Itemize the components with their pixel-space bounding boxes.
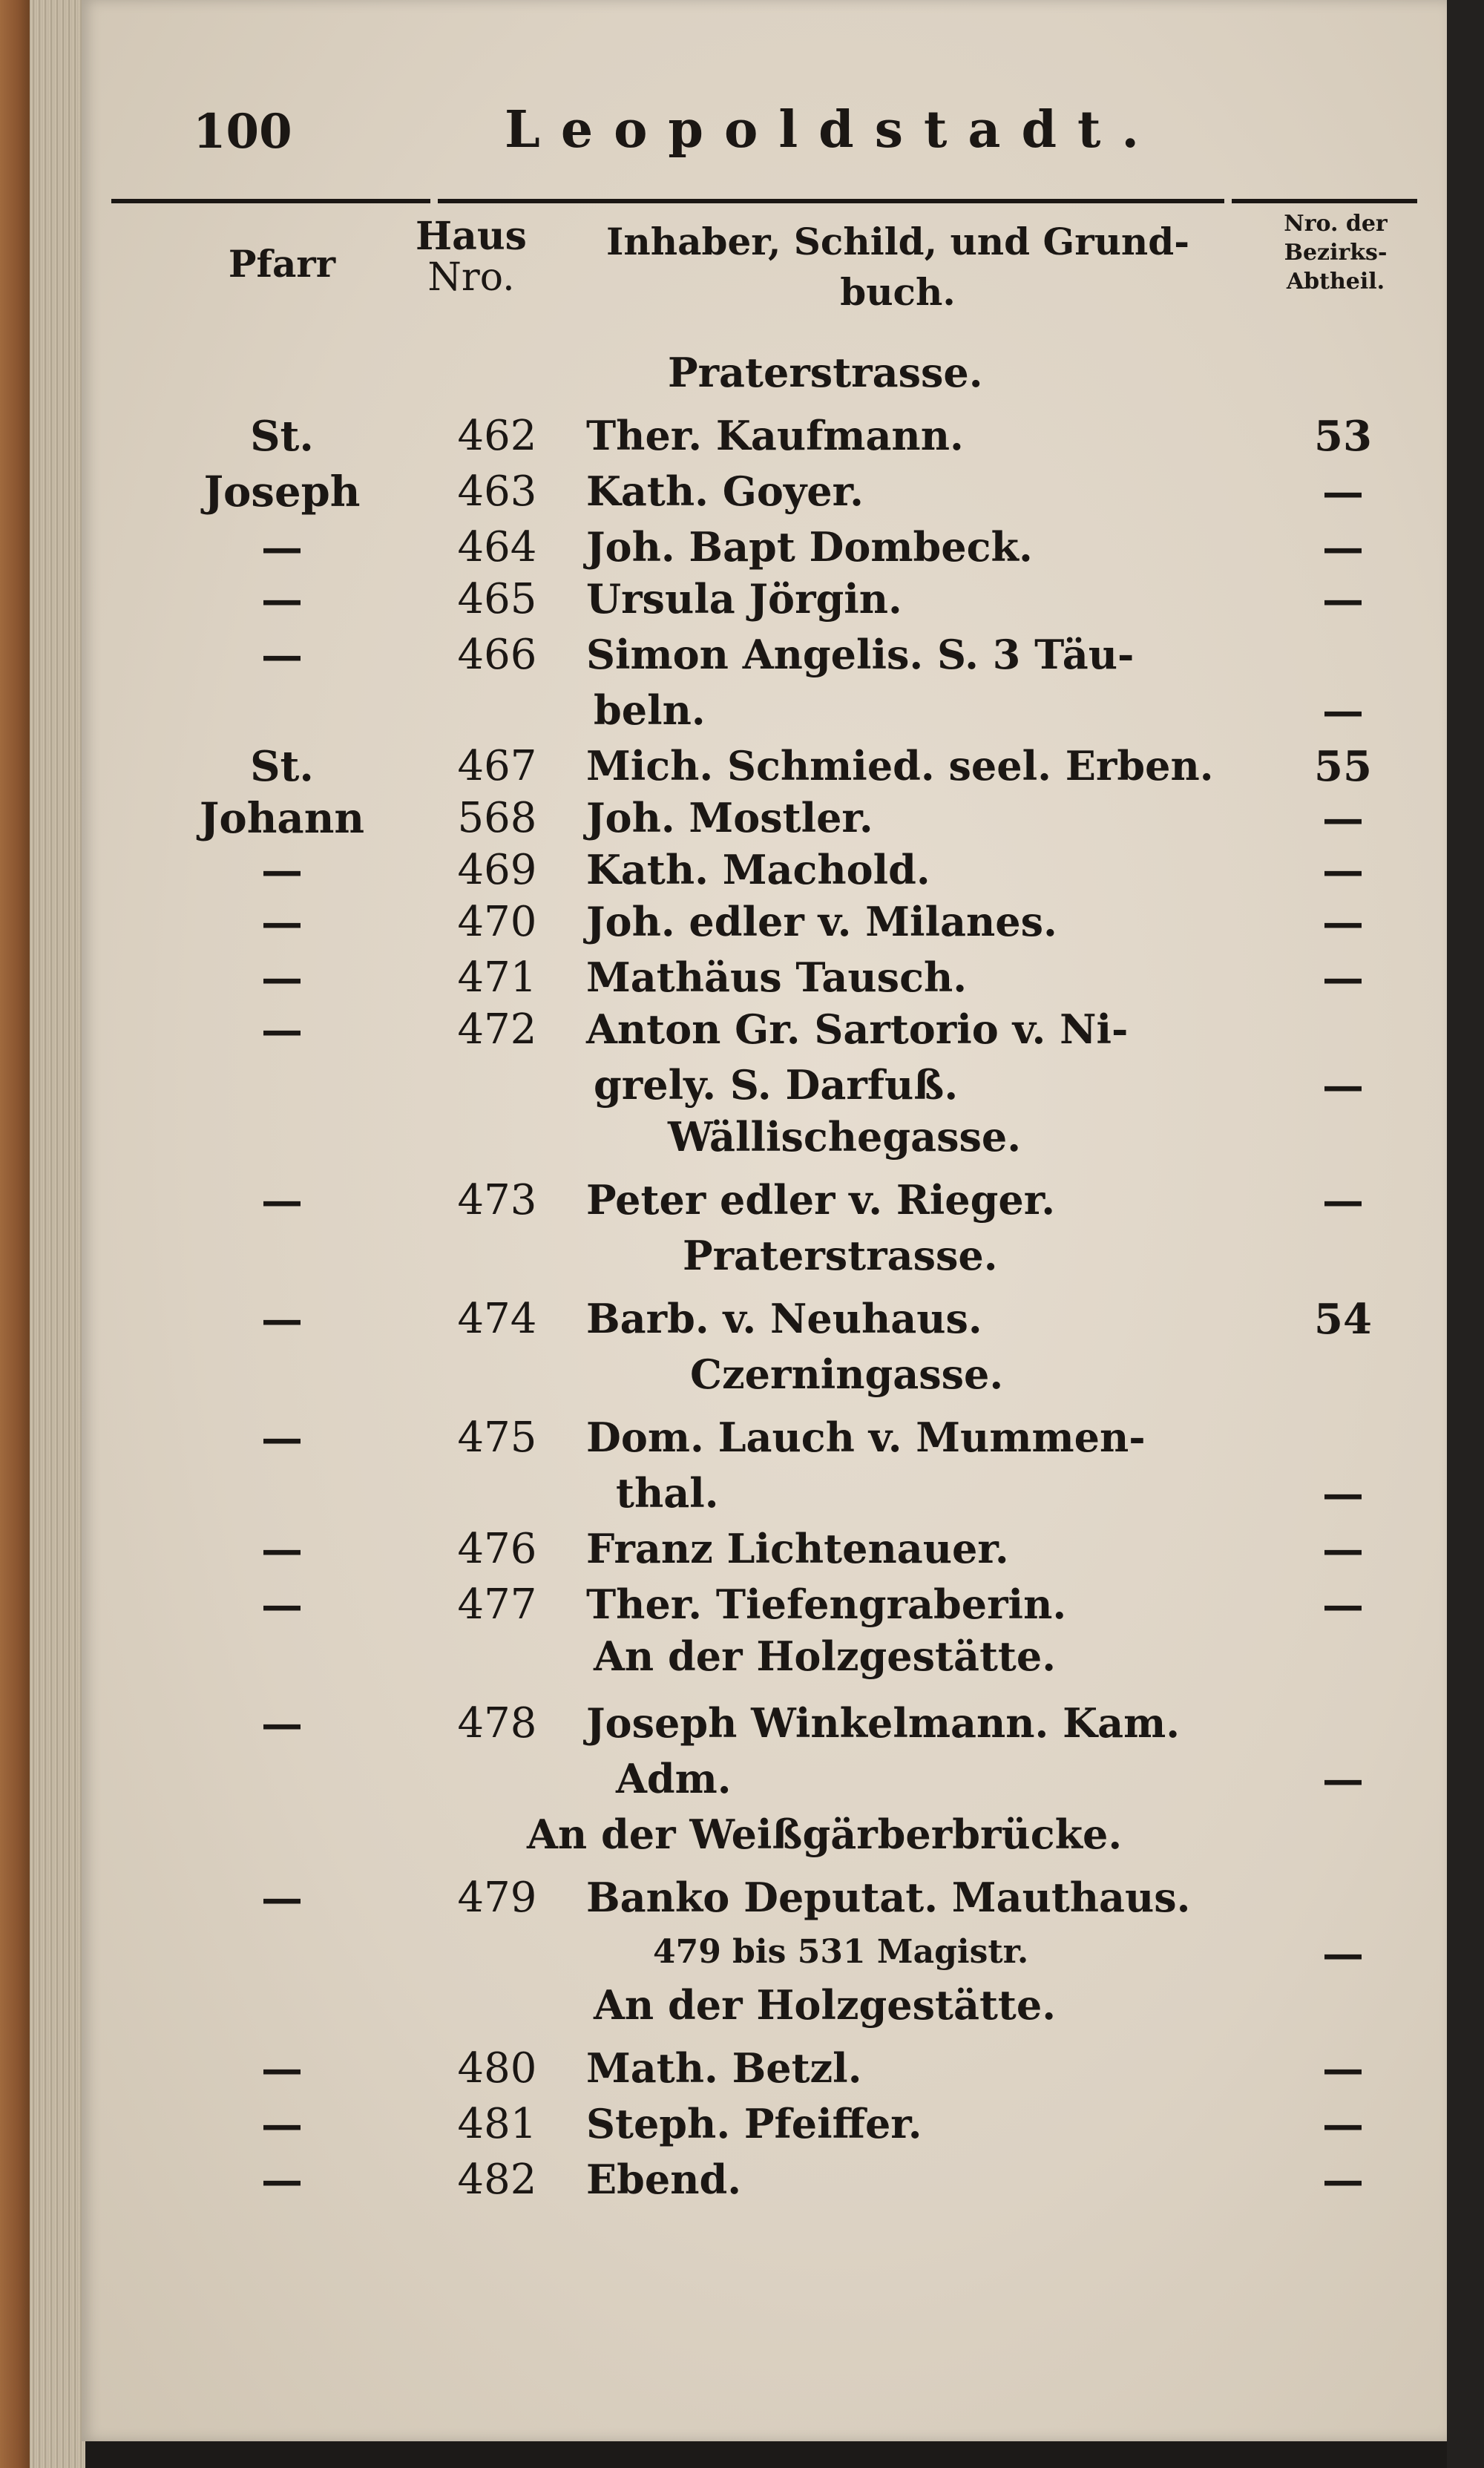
owner-name: Math. Betzl. (586, 2044, 862, 2092)
column-header-bezirk-line3: Abtheil. (1286, 269, 1385, 295)
pfarr-cell: — (261, 523, 303, 572)
haus-number: 478 (457, 1699, 537, 1747)
book-spine (0, 0, 30, 2468)
table-row (82, 1414, 1447, 1468)
column-header-inhaber (582, 217, 1213, 317)
pfarr-cell: — (261, 898, 303, 947)
haus-number: 477 (457, 1581, 537, 1629)
header-rule (111, 199, 430, 203)
haus-number: 568 (457, 794, 537, 842)
owner-name: Kath. Goyer. (586, 467, 864, 515)
pfarr-cell: St. (250, 412, 314, 461)
table-row (82, 846, 1447, 901)
bezirk-cell: — (1322, 2044, 1364, 2093)
table-row (82, 1581, 1447, 1635)
bezirk-cell: — (1322, 467, 1364, 516)
pfarr-cell: — (261, 1525, 303, 1574)
table-row (82, 575, 1447, 630)
pfarr-cell: — (261, 2100, 303, 2149)
table-row (82, 742, 1447, 797)
owner-name: Steph. Pfeiffer. (586, 2100, 922, 2147)
background-edge (1447, 0, 1484, 2468)
bezirk-cell: — (1322, 1469, 1364, 1518)
pfarr-cell: — (261, 1005, 303, 1054)
owner-name: Anton Gr. Sartorio v. Ni- (586, 1005, 1129, 1053)
column-header-pfarr: Pfarr (228, 242, 336, 286)
table-row (82, 412, 1447, 467)
haus-number: 472 (457, 1005, 537, 1054)
haus-number: 482 (457, 2156, 537, 2204)
pfarr-cell: Johann (199, 794, 365, 843)
owner-name-continued: grely. S. Darfuß. (594, 1061, 959, 1109)
owner-name-continued: Adm. (616, 1755, 732, 1802)
owner-name: Simon Angelis. S. 3 Täu- (586, 631, 1135, 678)
bezirk-cell: — (1322, 954, 1364, 1002)
pfarr-cell: — (261, 1699, 303, 1748)
haus-number: 469 (457, 846, 537, 894)
pfarr-cell: — (261, 575, 303, 624)
table-row (82, 1176, 1447, 1231)
bezirk-cell: — (1322, 898, 1364, 947)
haus-number: 476 (457, 1525, 537, 1573)
pfarr-cell: — (261, 2156, 303, 2205)
bezirk-cell: — (1322, 575, 1364, 624)
haus-number: 481 (457, 2100, 537, 2148)
table-row (82, 2156, 1447, 2211)
column-header-inhaber-line2: buch. (840, 269, 956, 314)
column-header-bezirk-line2: Bezirks- (1284, 240, 1388, 266)
pfarr-cell: — (261, 954, 303, 1002)
bezirk-cell: — (1322, 2100, 1364, 2149)
bezirk-cell: — (1322, 1061, 1364, 1110)
bezirk-cell: — (1322, 846, 1364, 895)
owner-name-continued: thal. (616, 1469, 719, 1517)
table-row (82, 523, 1447, 578)
pfarr-cell: — (261, 631, 303, 680)
page-number: 100 (193, 104, 292, 160)
haus-number: 464 (457, 523, 537, 571)
owner-name: Franz Lichtenauer. (586, 1525, 1009, 1572)
table-row (82, 2044, 1447, 2099)
haus-number: 470 (457, 898, 537, 946)
pfarr-cell: — (261, 2044, 303, 2093)
owner-name: Peter edler v. Rieger. (586, 1176, 1055, 1224)
table-row (82, 1295, 1447, 1350)
street-heading: An der Holzgestätte. (594, 1981, 1057, 2029)
haus-number: 463 (457, 467, 537, 516)
column-header-inhaber-line1: Inhaber, Schild, und Grund- (606, 220, 1189, 263)
haus-number: 474 (457, 1295, 537, 1343)
owner-name: Banko Deputat. Mauthaus. (586, 1874, 1191, 1921)
pfarr-cell: — (261, 1414, 303, 1463)
owner-name: Dom. Lauch v. Mummen- (586, 1414, 1146, 1461)
owner-name: Ther. Tiefengraberin. (586, 1581, 1067, 1628)
bezirk-cell: 54 (1314, 1295, 1372, 1344)
book-page (82, 0, 1447, 2441)
owner-name-continued: beln. (594, 686, 706, 734)
owner-name: Joseph Winkelmann. Kam. (586, 1699, 1181, 1747)
haus-number: 466 (457, 631, 537, 679)
bezirk-cell: 55 (1314, 742, 1372, 791)
table-row (82, 898, 1447, 953)
pfarr-cell: — (261, 1874, 303, 1923)
owner-name: Ther. Kaufmann. (586, 412, 964, 459)
table-row (82, 631, 1447, 686)
table-row (82, 467, 1447, 522)
haus-number: 467 (457, 742, 537, 790)
bezirk-cell: — (1322, 523, 1364, 572)
haus-number: 473 (457, 1176, 537, 1224)
owner-name: Joh. Mostler. (586, 794, 873, 841)
haus-number: 475 (457, 1414, 537, 1462)
table-row (82, 1874, 1447, 1929)
street-heading: An der Weißgärberbrücke. (527, 1811, 1123, 1858)
bezirk-cell: — (1322, 1176, 1364, 1225)
table-row (82, 954, 1447, 1008)
owner-name: Mich. Schmied. seel. Erben. (586, 742, 1214, 790)
haus-number: 479 (457, 1874, 537, 1922)
street-heading: Praterstrasse. (683, 1232, 998, 1279)
haus-number: 462 (457, 412, 537, 460)
owner-name: Ursula Jörgin. (586, 575, 902, 623)
pfarr-cell: — (261, 1295, 303, 1344)
bezirk-cell: — (1322, 1755, 1364, 1804)
haus-number: 480 (457, 2044, 537, 2093)
bezirk-cell: — (1322, 794, 1364, 843)
street-heading: An der Holzgestätte. (594, 1632, 1057, 1680)
pfarr-cell: — (261, 1581, 303, 1630)
street-heading: Czerningasse. (690, 1350, 1004, 1398)
column-header-haus-line1: Haus (416, 214, 527, 259)
bezirk-cell: — (1322, 1581, 1364, 1630)
bezirk-cell: 53 (1314, 412, 1372, 461)
owner-name: Joh. edler v. Milanes. (586, 898, 1057, 945)
owner-name: Mathäus Tausch. (586, 954, 968, 1001)
pfarr-cell: Joseph (203, 467, 361, 516)
table-row (82, 794, 1447, 849)
header-rule (438, 199, 1224, 203)
table-row (82, 1525, 1447, 1580)
column-header-haus-line2: Nro. (427, 255, 515, 300)
pfarr-cell: St. (250, 742, 314, 791)
header-rule (1232, 199, 1417, 203)
street-heading: Wällischegasse. (668, 1113, 1022, 1161)
page-edges (30, 0, 85, 2468)
column-header-bezirk-line1: Nro. der (1284, 211, 1388, 237)
column-header-haus (397, 214, 545, 300)
table-row (82, 2100, 1447, 2155)
haus-number: 471 (457, 954, 537, 1002)
owner-name: Kath. Machold. (586, 846, 930, 893)
table-row (82, 1699, 1447, 1754)
pfarr-cell: — (261, 1176, 303, 1225)
bezirk-cell: — (1322, 2156, 1364, 2205)
bezirk-cell: — (1322, 1929, 1364, 1978)
bezirk-cell: — (1322, 686, 1364, 735)
owner-note: 479 bis 531 Magistr. (653, 1933, 1029, 1971)
owner-name: Joh. Bapt Dombeck. (586, 523, 1033, 571)
haus-number: 465 (457, 575, 537, 623)
page-title: Leopoldstadt. (505, 100, 1160, 160)
bezirk-cell: — (1322, 1525, 1364, 1574)
owner-name: Barb. v. Neuhaus. (586, 1295, 982, 1342)
table-row (82, 1005, 1447, 1060)
street-heading: Praterstrasse. (668, 349, 983, 396)
owner-name: Ebend. (586, 2156, 742, 2203)
column-header-bezirk (1250, 209, 1421, 296)
pfarr-cell: — (261, 846, 303, 895)
